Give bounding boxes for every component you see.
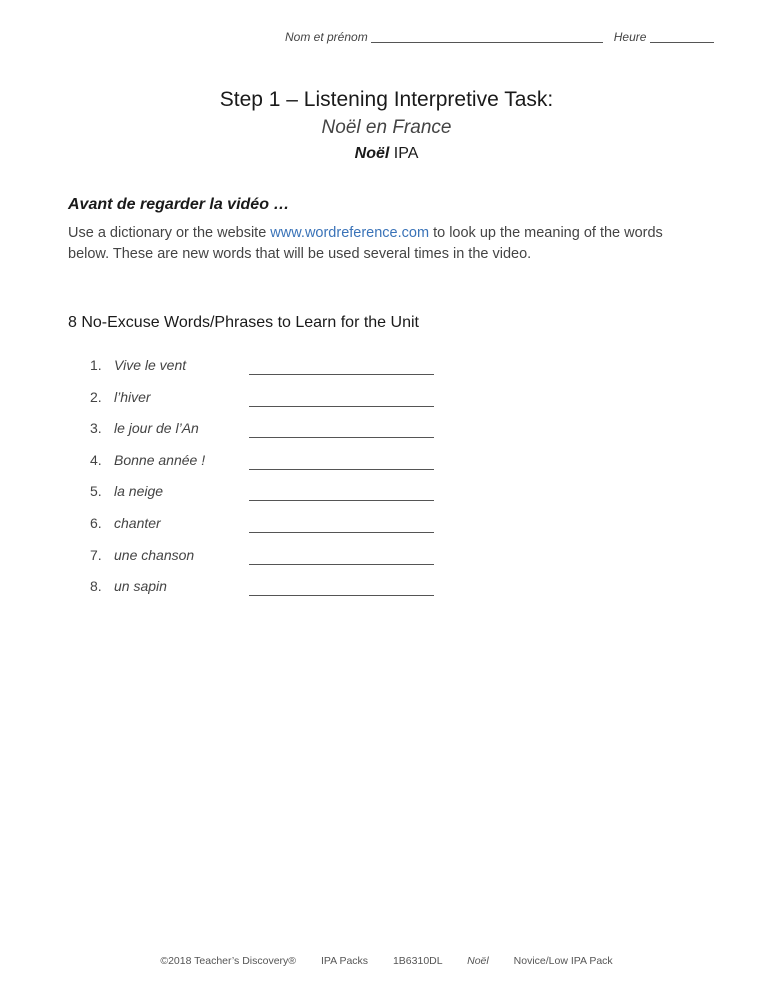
page-subtitle: Noël en France xyxy=(321,117,452,138)
answer-blank[interactable] xyxy=(249,469,434,470)
item-number: 4. xyxy=(90,451,102,468)
item-word: l’hiver xyxy=(114,388,151,405)
item-number: 8. xyxy=(90,578,102,595)
answer-blank[interactable] xyxy=(249,500,434,501)
subtitle-ipa-italic: Noël xyxy=(354,145,390,162)
page-subtitle-ipa xyxy=(0,145,773,163)
answer-blank[interactable] xyxy=(249,564,434,565)
item-word: un sapin xyxy=(114,578,167,595)
item-word: la neige xyxy=(114,483,164,500)
list-item xyxy=(68,355,468,387)
item-word: Vive le vent xyxy=(114,357,187,373)
period-blank[interactable] xyxy=(650,30,714,43)
item-word: Bonne année ! xyxy=(114,451,206,468)
answer-blank[interactable] xyxy=(249,374,434,375)
subtitle-ipa-rest: IPA xyxy=(389,145,419,162)
item-number: 3. xyxy=(90,420,102,437)
item-number: 6. xyxy=(90,514,102,531)
period-label: Heure xyxy=(613,30,647,44)
item-number: 2. xyxy=(90,388,102,405)
student-info-line xyxy=(285,30,714,44)
word-list-heading: 8 No-Excuse Words/Phrases to Learn for the Unit xyxy=(68,314,419,331)
list-item xyxy=(68,418,468,450)
instructions-paragraph xyxy=(68,223,688,265)
item-word: une chanson xyxy=(114,546,195,563)
list-item xyxy=(68,576,468,608)
word-list xyxy=(68,355,468,608)
footer-product-rest: Novice/Low IPA Pack xyxy=(510,955,613,967)
page-title: Step 1 – Listening Interpretive Task: xyxy=(219,88,554,111)
page-footer xyxy=(0,955,773,967)
item-number: 5. xyxy=(90,483,102,500)
footer-product xyxy=(393,955,613,967)
footer-series: IPA Packs xyxy=(320,955,369,967)
footer-product-italic: Noël xyxy=(467,955,489,967)
item-word: chanter xyxy=(114,514,161,531)
item-word: le jour de l’An xyxy=(114,420,199,437)
list-item xyxy=(68,450,468,482)
item-number: 1. xyxy=(90,357,102,373)
answer-blank[interactable] xyxy=(249,595,434,596)
footer-copyright: ©2018 Teacher’s Discovery® xyxy=(160,955,297,967)
answer-blank[interactable] xyxy=(249,437,434,438)
name-label: Nom et prénom xyxy=(285,30,368,44)
list-item xyxy=(68,387,468,419)
instructions-text-end: to look up the meaning of the words below. These are new words that will be used several times in the video. xyxy=(68,225,663,262)
list-item xyxy=(68,481,468,513)
name-blank[interactable] xyxy=(371,30,603,43)
answer-blank[interactable] xyxy=(249,532,434,533)
answer-blank[interactable] xyxy=(249,406,434,407)
wordreference-link[interactable]: www.wordreference.com xyxy=(270,225,430,241)
list-item xyxy=(68,545,468,577)
item-number: 7. xyxy=(90,546,102,563)
before-video-heading: Avant de regarder la vidéo … xyxy=(68,196,290,213)
instructions-text-start: Use a dictionary or the website xyxy=(68,225,271,241)
footer-code: 1B6310DL xyxy=(392,955,446,967)
list-item xyxy=(68,513,468,545)
